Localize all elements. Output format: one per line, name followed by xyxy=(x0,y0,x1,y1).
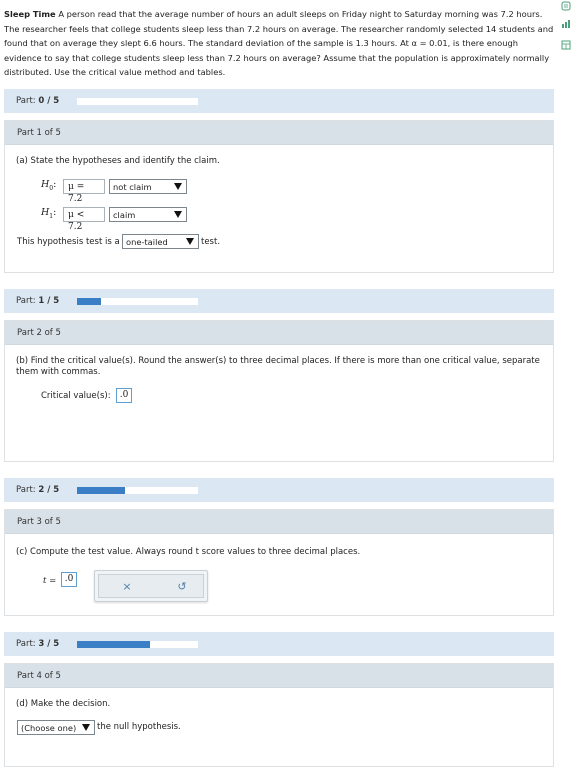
part-3-header: Part 3 of 5 xyxy=(5,510,553,534)
progress-bar-0 xyxy=(4,89,554,113)
chevron-down-icon xyxy=(174,183,182,190)
part-1-question: (a) State the hypotheses and identify the claim. xyxy=(16,156,220,166)
part-4-question: (d) Make the decision. xyxy=(16,699,111,709)
answer-tools-panel xyxy=(94,570,208,602)
part-4-box xyxy=(4,663,554,767)
t-value-input[interactable]: .0 xyxy=(61,572,77,587)
decision-select[interactable]: (Choose one) xyxy=(17,720,95,735)
answer-tools-inner xyxy=(98,574,204,598)
chart-icon[interactable] xyxy=(561,19,571,29)
progress-label: Part: 2 / 5 xyxy=(16,485,60,495)
h0-input[interactable]: μ = 7.2 xyxy=(63,179,105,194)
progress-label: Part: 0 / 5 xyxy=(16,96,60,106)
table-icon[interactable] xyxy=(561,40,571,50)
problem-title: Sleep Time xyxy=(4,9,56,19)
part-3-question: (c) Compute the test value. Always round t score values to three decimal places. xyxy=(16,547,361,557)
progress-bar-3 xyxy=(4,632,554,656)
progress-fill xyxy=(77,641,150,648)
progress-track xyxy=(77,641,198,648)
critical-value-input[interactable]: .0 xyxy=(116,388,132,403)
progress-bar-2 xyxy=(4,478,554,502)
undo-icon[interactable]: ↺ xyxy=(177,580,187,593)
problem-text: A person read that the average number of hours an adult sleeps on Friday night to Saturday morning was 7.2 hours. The researcher feels that college students sleep less than 7.2 hours on average. The researcher randomly selected 14 students and found that on average they slept 6.6 hours. The standard deviation of the sample is 1.3 hours. At α = 0.01, is there enough evidence to say that college students sleep less than 7.2 hours on average? Assume that the population is approximately normally distributed. Use the critical value method and tables. xyxy=(4,9,554,77)
progress-label: Part: 3 / 5 xyxy=(16,639,60,649)
progress-bar-1 xyxy=(4,289,554,313)
clear-icon[interactable]: × xyxy=(122,580,132,593)
h0-claim-select[interactable]: not claim xyxy=(109,179,187,194)
part-3-box xyxy=(4,509,554,616)
part-1-header: Part 1 of 5 xyxy=(5,121,553,145)
tail-prefix: This hypothesis test is a xyxy=(17,237,120,247)
critical-value-label: Critical value(s): xyxy=(41,391,111,401)
tail-select[interactable]: one-tailed xyxy=(122,234,199,249)
progress-track xyxy=(77,298,198,305)
progress-fill xyxy=(77,487,125,494)
t-label: t = xyxy=(43,576,57,586)
progress-track xyxy=(77,487,198,494)
progress-track xyxy=(77,98,198,105)
progress-fill xyxy=(77,298,101,305)
problem-statement xyxy=(4,7,556,80)
part-2-header: Part 2 of 5 xyxy=(5,321,553,345)
part-2-question: (b) Find the critical value(s). Round the answer(s) to three decimal places. If there is more than one critical value, separate them with commas. xyxy=(16,356,540,377)
h1-input[interactable]: μ < 7.2 xyxy=(63,207,105,222)
tail-suffix: test. xyxy=(201,237,221,247)
part-4-header: Part 4 of 5 xyxy=(5,664,553,688)
chevron-down-icon xyxy=(174,211,182,218)
document-icon[interactable] xyxy=(561,1,571,11)
part-1-box xyxy=(4,120,554,273)
h0-label: $H_0$: xyxy=(41,179,57,192)
chevron-down-icon xyxy=(82,724,90,731)
h1-claim-select[interactable]: claim xyxy=(109,207,187,222)
chevron-down-icon xyxy=(186,238,194,245)
decision-suffix: the null hypothesis. xyxy=(97,722,181,732)
side-toolbar xyxy=(559,0,573,60)
h1-label: $H_1$: xyxy=(41,207,57,220)
progress-label: Part: 1 / 5 xyxy=(16,296,60,306)
